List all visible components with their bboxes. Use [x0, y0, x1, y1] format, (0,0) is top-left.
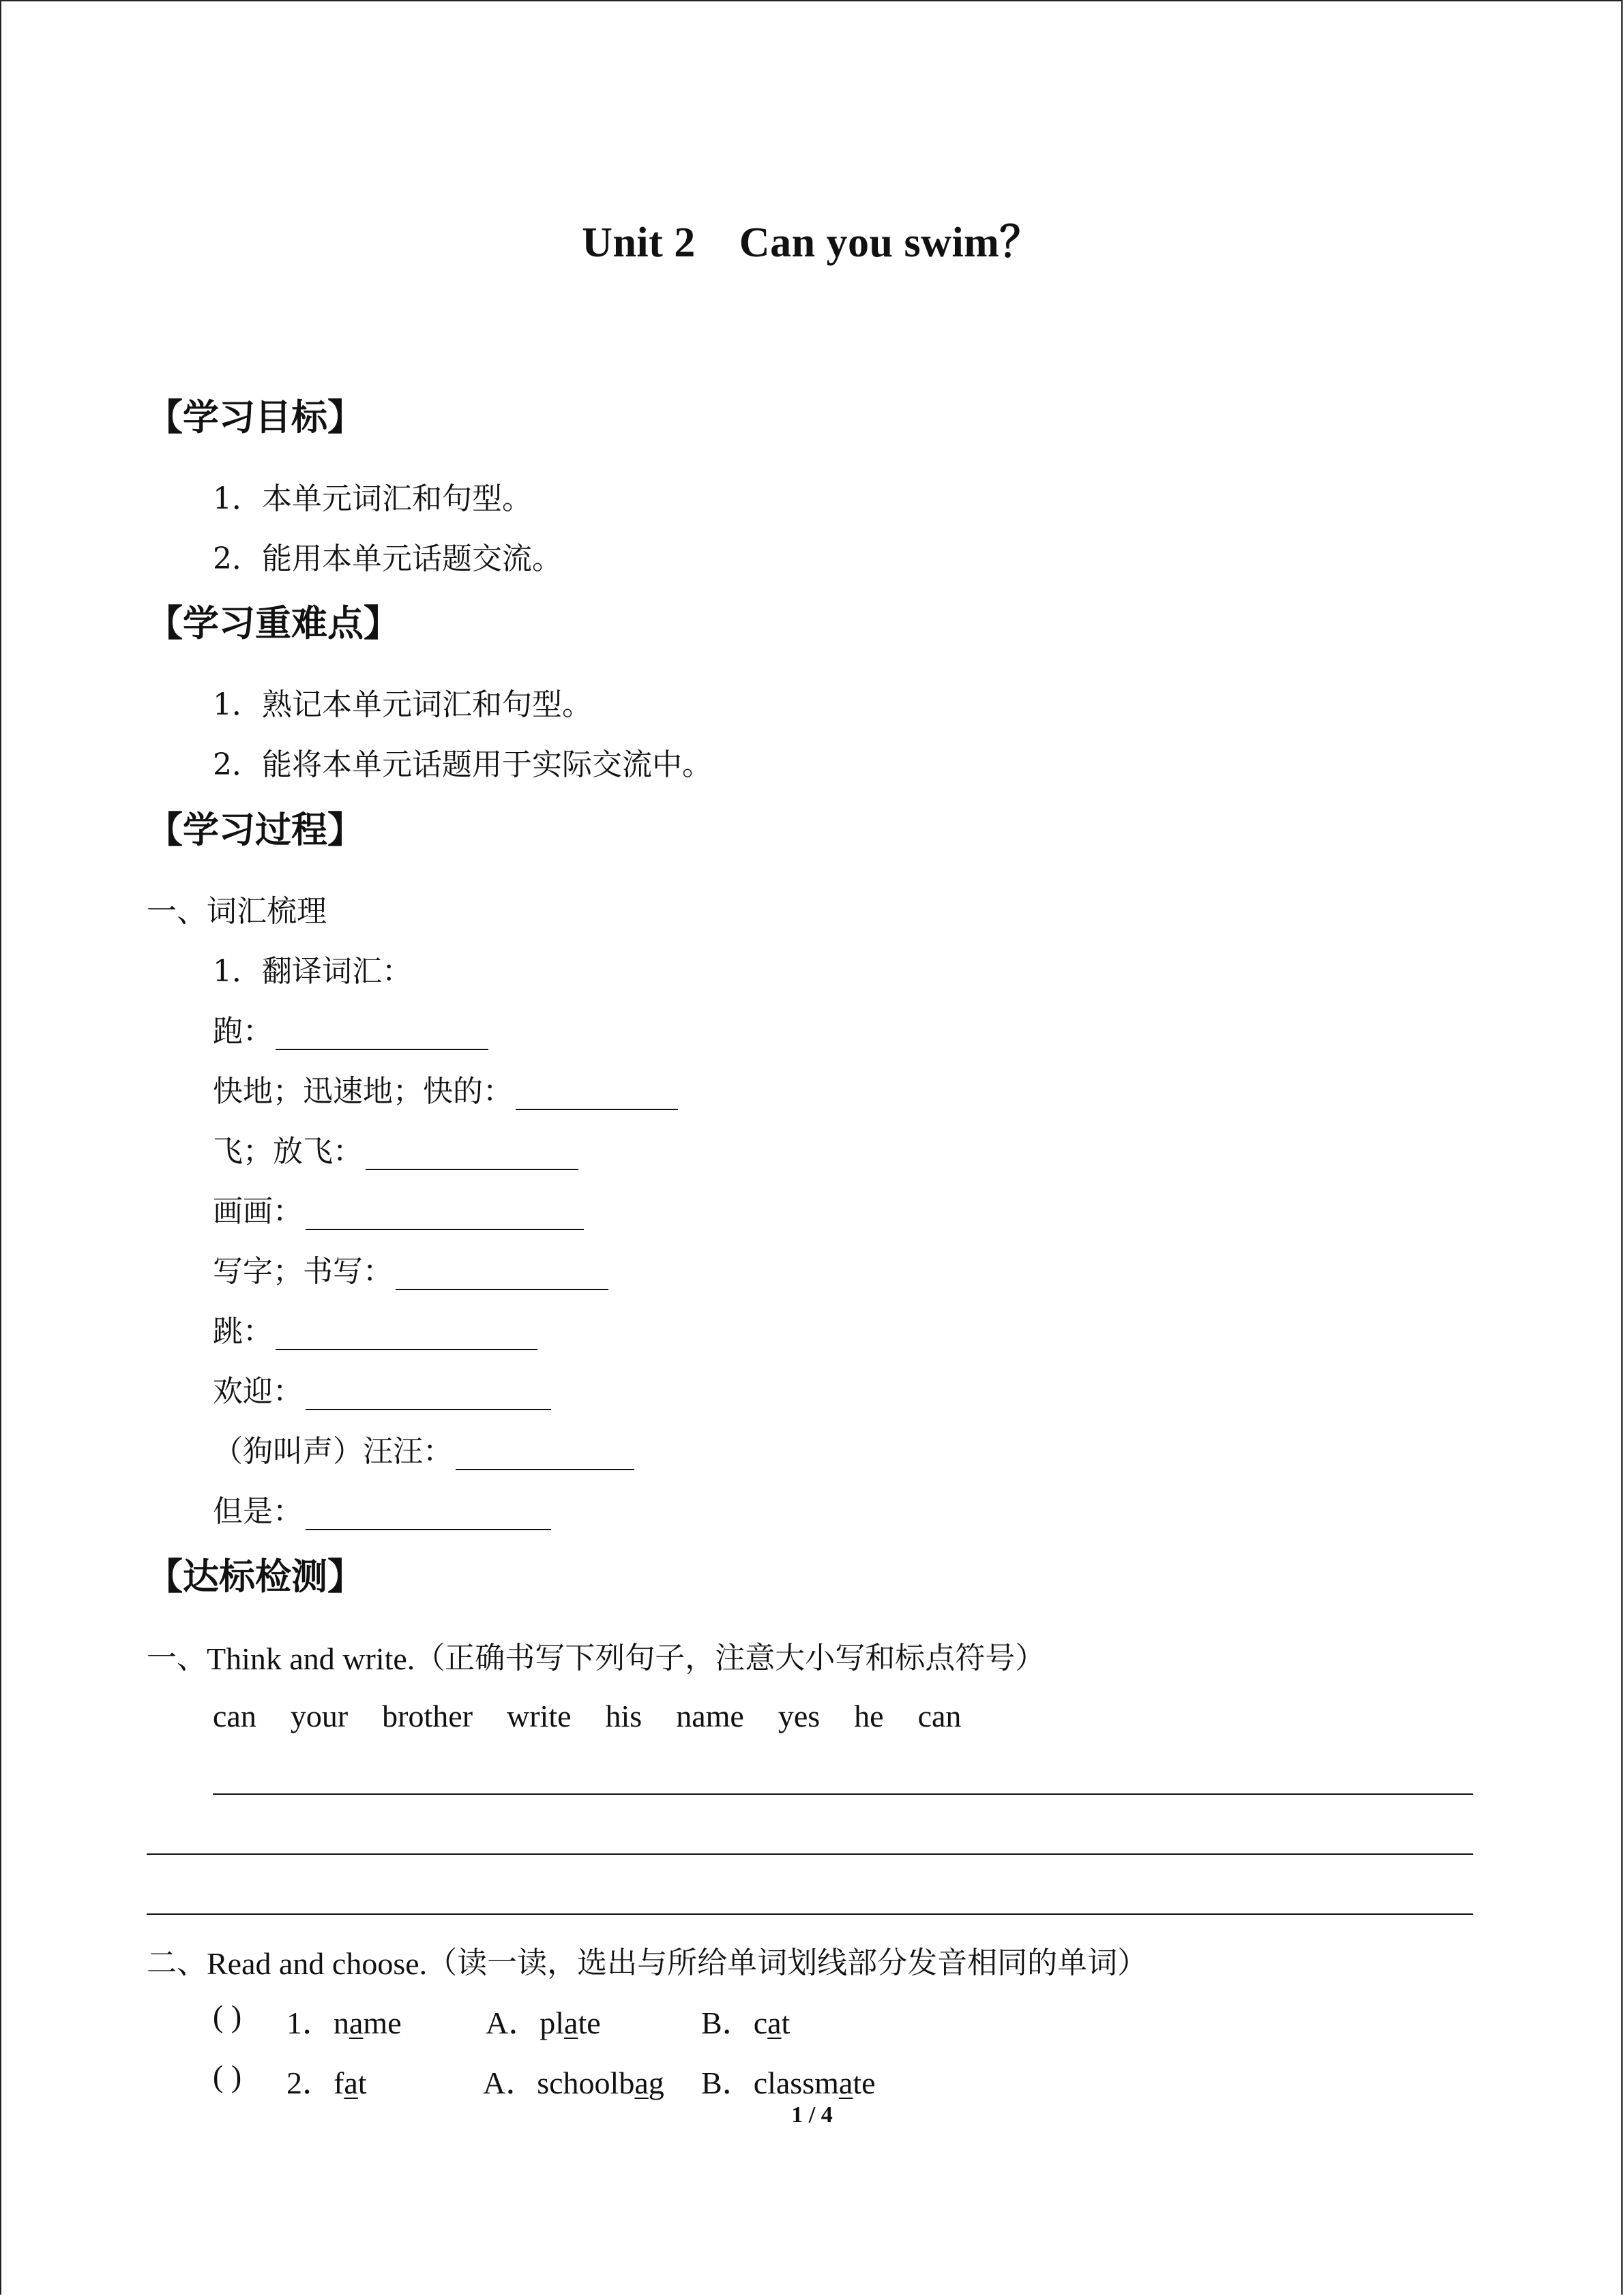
question-prefix: 一、 — [147, 1641, 207, 1675]
answer-paren[interactable]: ( ) — [213, 1999, 242, 2033]
answer-blank[interactable] — [396, 1259, 608, 1290]
vocab-label: （狗叫声）汪汪： — [213, 1434, 453, 1469]
word-part: pl — [540, 2006, 565, 2040]
word: name — [676, 1699, 744, 1733]
underlined-letter: a — [838, 2066, 853, 2100]
section-heading-process: 【学习过程】 — [147, 809, 364, 851]
vocab-row — [213, 1427, 634, 1470]
vocab-row — [213, 1067, 678, 1110]
option-b[interactable] — [701, 1998, 790, 2043]
process-sub-title: 1．翻译词汇： — [213, 954, 412, 989]
word-part: te — [853, 2066, 876, 2100]
word-part: c — [753, 2006, 768, 2040]
answer-blank[interactable] — [306, 1379, 551, 1410]
question-instruction: Read and choose. — [207, 1946, 428, 1981]
vocab-label: 快地；迅速地；快的： — [213, 1074, 513, 1109]
question-2-title — [147, 1938, 1147, 1982]
vocab-label: 画画： — [213, 1194, 303, 1229]
page-number: 1 / 4 — [791, 2102, 833, 2128]
answer-blank[interactable] — [516, 1079, 678, 1110]
word: can — [213, 1699, 256, 1733]
goal-item-2: 2．能用本单元话题交流。 — [213, 541, 562, 576]
writing-line[interactable] — [147, 1853, 1473, 1855]
option-label: A． — [483, 2066, 537, 2100]
question-note: （正确书写下列句子，注意大小写和标点符号） — [415, 1641, 1046, 1675]
vocab-label: 跳： — [213, 1314, 273, 1349]
option-a[interactable] — [483, 2058, 664, 2103]
page-title: Unit 2 Can you swim？ — [582, 220, 1042, 266]
item-number: 1． — [286, 2006, 334, 2040]
underlined-letter: a — [564, 2006, 578, 2040]
word: your — [290, 1699, 349, 1733]
answer-blank[interactable] — [366, 1139, 578, 1170]
answer-paren[interactable]: ( ) — [213, 2059, 242, 2093]
vocab-label: 跑： — [213, 1014, 273, 1049]
answer-blank[interactable] — [306, 1499, 551, 1530]
section-heading-key-points: 【学习重难点】 — [147, 603, 400, 644]
target-word — [286, 2058, 367, 2103]
section-heading-test: 【达标检测】 — [147, 1556, 364, 1598]
word-part: g — [648, 2066, 664, 2100]
writing-line[interactable] — [213, 1793, 1473, 1795]
vocab-row — [213, 1307, 537, 1350]
word-part: me — [363, 2006, 402, 2040]
vocab-label: 飞；放飞： — [213, 1134, 363, 1169]
vocab-label: 写字；书写： — [213, 1254, 393, 1289]
underlined-letter: a — [349, 2006, 364, 2040]
vocab-label: 欢迎： — [213, 1374, 303, 1409]
vocab-row — [213, 1127, 578, 1170]
answer-blank[interactable] — [276, 1019, 488, 1050]
process-part-title: 一、词汇梳理 — [147, 894, 327, 929]
question-note: （读一读，选出与所给单词划线部分发音相同的单词） — [427, 1945, 1148, 1980]
answer-blank[interactable] — [456, 1439, 634, 1470]
word-part: schoolb — [537, 2066, 635, 2100]
word-part: t — [781, 2006, 791, 2040]
target-word — [286, 1998, 402, 2043]
underlined-letter: a — [634, 2066, 649, 2100]
word: brother — [382, 1699, 473, 1733]
underlined-letter: a — [344, 2066, 358, 2100]
word: he — [854, 1699, 884, 1733]
question-1-title — [147, 1633, 1045, 1677]
word: yes — [778, 1699, 821, 1733]
vocab-row — [213, 1007, 488, 1050]
section-heading-goals: 【学习目标】 — [147, 397, 364, 438]
word: can — [917, 1699, 962, 1733]
word: his — [605, 1699, 643, 1733]
question-prefix: 二、 — [147, 1945, 207, 1980]
item-number: 2． — [286, 2066, 334, 2100]
option-label: B． — [701, 2066, 754, 2100]
vocab-row — [213, 1367, 551, 1410]
option-label: B． — [701, 2006, 754, 2040]
option-label: A． — [486, 2006, 540, 2040]
question-instruction: Think and write. — [207, 1641, 415, 1676]
key-point-item-2: 2．能将本单元话题用于实际交流中。 — [213, 747, 712, 782]
word-part: t — [357, 2066, 367, 2100]
vocab-row — [213, 1187, 584, 1230]
option-b[interactable] — [701, 2058, 876, 2103]
word-part: n — [334, 2006, 349, 2040]
vocab-row — [213, 1487, 551, 1530]
word-part: classm — [753, 2066, 839, 2100]
answer-blank[interactable] — [306, 1199, 584, 1230]
word-part: f — [334, 2066, 344, 2100]
word: write — [507, 1699, 572, 1733]
underlined-letter: a — [767, 2006, 782, 2040]
vocab-row — [213, 1247, 608, 1290]
writing-line[interactable] — [147, 1913, 1473, 1915]
answer-blank[interactable] — [276, 1319, 537, 1350]
key-point-item-1: 1．熟记本单元词汇和句型。 — [213, 687, 592, 722]
word-part: te — [578, 2006, 601, 2040]
scrambled-words — [213, 1698, 995, 1734]
option-a[interactable] — [486, 1998, 601, 2043]
vocab-label: 但是： — [213, 1494, 303, 1529]
goal-item-1: 1．本单元词汇和句型。 — [213, 481, 532, 516]
